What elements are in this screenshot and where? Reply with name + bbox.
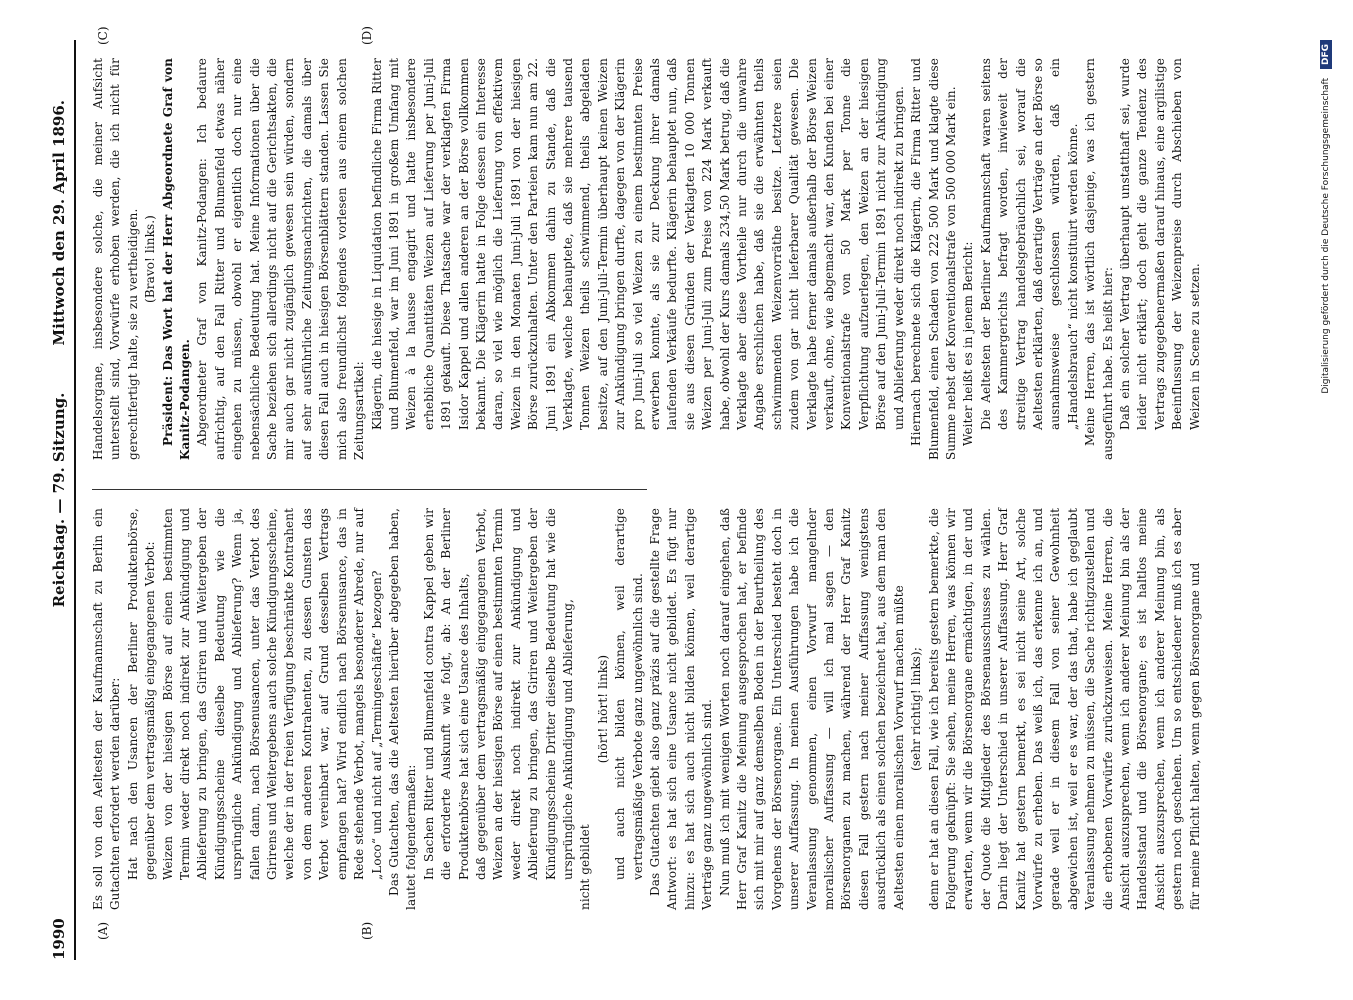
column-divider: [92, 489, 647, 490]
page-number: 1990: [50, 918, 68, 960]
paragraph: Hiernach berechnete sich die Klägerin, die Firma Ritter und Blumenfeld, einen Schaden von 222 500 Mark und klagte diese Summe nebst der Konventionalstrafe von 500 000 Mark ein.: [909, 58, 958, 460]
paragraph: Hat nach den Usancen der Berliner Produktenbörse, gegenüber dem vertragsmäßig eingegangenen Verbot:: [125, 508, 158, 880]
quoted-paragraph: Die Aeltesten der Berliner Kaufmannschaft waren seitens des Kammergerichts befragt worden, inwieweit der streitige Vertrag handelsgebräuchlich sei, worauf die Aeltesten erklärten, daß derartige Verträge an der Börse so ausnahmsweise geschlossen würden, daß ein „Handelsbrauch“ nicht konstituirt werden könne.: [978, 58, 1080, 430]
left-text-column: [90, 508, 1202, 910]
margin-marker-a: (A): [96, 921, 110, 940]
speaker-paragraph: Abgeordneter Graf von Kanitz-Podangen: Ich bedaure aufrichtig, auf den Fall Ritter und Blumenfeld etwas näher eingehen zu müssen, obwohl er eigentlich doch nur eine nebensächliche Bedeutung hat. Meine Informationen über die Sache beziehen sich allerdings nicht auf die Gerichtsakten, die mir auch gar nicht zugänglich gewesen sein würden, sondern auf sehr ausführliche Zeitungsnachrichten, die damals über diesen Fall auch in hiesigen Börsenblättern standen. Lassen Sie mich also freundlichst folgendes vorlesen aus einem solchen Zeitungsartikel:: [195, 58, 367, 460]
paragraph: Das Gutachten, das die Aeltesten hierüber abgegeben haben, lautet folgendermaßen:: [386, 508, 419, 910]
paragraph: Nun muß ich mit wenigen Worten noch darauf eingehen, daß Herr Graf Kanitz die Meinung ausgesprochen hat, er befinde sich mit mir auf ganz demselben Boden in der Beurtheilung des Vorgehens der Börsenorgane. Ein Unterschied besteht doch in unserer Auffassung. In meinen Ausführungen habe ich die Veranlassung genommen, einen Vorwurf mangelnder moralischer Auffassung — will ich mal sagen — den Börsenorganen zu machen, während der Herr Graf Kanitz diesen Fall gestern nach meiner Auffassung wenigstens ausdrücklich als einen solchen bezeichnet hat, aus dem man den Aeltesten einen moralischen Vorwurf machen müßte: [717, 508, 906, 910]
paragraph: Handelsorgane, insbesondere solche, die meiner Aufsicht unterstellt sind, Vorwürfe erhoben werden, die ich nicht für gerechtfertigt halte, sie zu vertheidigen.: [91, 58, 140, 460]
credit-text: Digitalisierung gefördert durch die Deutsche Forschungsgemeinschaft: [1321, 77, 1331, 394]
dfg-logo: DFG: [1320, 40, 1332, 69]
paragraph: Meine Herren, das ist wörtlich dasjenige, was ich gestern ausgeführt habe. Es heißt hier:: [1083, 58, 1115, 460]
right-text-column: [90, 58, 1202, 460]
margin-marker-d: (D): [360, 26, 374, 45]
paragraph: Weiter heißt es in jenem Bericht:: [961, 241, 976, 446]
paragraph: In Sachen Ritter und Blumenfeld contra Kappel geben wir die erforderte Auskunft wie folgt, ab: An der Berliner Produktenbörse hat sich eine Usance des Inhalts,: [421, 508, 471, 880]
paragraph: Es soll von den Aeltesten der Kaufmannschaft zu Berlin ein Gutachten erfordert werden darüber:: [91, 508, 123, 910]
paragraph: daß gegenüber dem vertragsmäßig eingegangenen Verbot, Weizen an der hiesigen Börse auf einen bestimmten Termin weder direkt noch indirekt zur Ankündigung und Ablieferung zu bringen, das Giriren und Weitergeben der Kündigungsscheine Dritter dieselbe Bedeutung hat wie die ursprüngliche Ankündigung und Ablieferung,: [473, 508, 575, 880]
session-date: Mittwoch den 29. April 1896.: [50, 100, 68, 346]
digitization-credit: [1320, 40, 1332, 960]
paragraph: nicht gebildet: [578, 824, 593, 910]
paragraph: denn er hat an diesen Fall, wie ich bereits gestern bemerkte, die Folgerung geknüpft: Sie sehen, meine Herren, was können wir erwarten, wenn wir die Börsenorgane ermächtigen, in der und der Quote die Mitglieder des Börsenausschusses zu wählen. Darin liegt der Unterschied in unserer Auffassung. Herr Graf Kanitz hat gestern bemerkt, es sei nicht seine Art, solche Vorwürfe zu erheben. Das weiß ich, das erkenne ich an, und gerade weil er in diesem Fall von seiner Gewohnheit abgewichen ist, weil er es war, der das that, habe ich geglaubt Veranlassung nehmen zu müssen, die Sache richtigzustellen und die erhobenen Vorwürfe zurückzuweisen. Meine Herren, die Ansicht auszusprechen, wenn ich anderer Meinung bin als der Handelsstand und die Börsenorgane; es ist haltlos meine Ansicht auszusprechen, wenn ich anderer Meinung bin, als gestern noch geschehen. Um so entschiedener muß ich es aber für meine Pflicht halten, wenn gegen Börsenorgane und: [926, 508, 1202, 910]
paragraph: Weizen von der hiesigen Börse auf einen bestimmten Termin weder direkt noch indirekt zur Ankündigung und Ablieferung zu bringen, das Giriren und Weitergeben der Kündigungsscheine dieselbe Bedeutung wie die ursprüngliche Ankündigung und Ablieferung? Wenn ja, fallen dann, nach Börsenusancen, unter das Verbot des Girirens und Weitergebens auch solche Kündigungsscheine, welche der in der freien Verfügung beschränkte Kontrahent von dem anderen Kontrahenten, zu dessen Gunsten das Verbot vereinbart war, auf Grund desselben Vertrags empfangen hat? Wird endlich nach Börsenusance, das in Rede stehende Verbot, mangels besonderer Abrede, nur auf „Loco“ und nicht auf „Termingeschäfte“ bezogen?: [160, 508, 384, 880]
speaker-paragraph: Präsident: Das Wort hat der Herr Abgeordnete Graf von Kanitz-Podangen.: [160, 58, 193, 460]
margin-marker-b: (B): [360, 921, 374, 940]
quoted-paragraph: Klägerin, die hiesige in Liquidation befindliche Firma Ritter und Blumenfeld, war im Juni 1891 in großem Umfang mit Weizen à la hausse engagirt und hatte insbesondere erhebliche Quantitäten Weizen auf Lieferung per Juni-Juli 1891 gekauft. Diese Thatsache war der verklagten Firma Isidor Kappel und allen anderen an der Börse vollkommen bekannt. Die Klägerin hatte in Folge dessen ein Interesse daran, so viel wie möglich die Lieferung von effektivem Weizen in den Monaten Juni-Juli 1891 von der hiesigen Börse zurückzuhalten. Unter den Parteien kam nun am 22. Juni 1891 ein Abkommen dahin zu Stande, daß die Verklagte, welche behauptete, daß sie mehrere tausend Tonnen Weizen theils schwimmend, theils abgeladen besitze, auf den Juni-Juli-Termin überhaupt keinen Weizen zur Ankündigung bringen durfte, dagegen von der Klägerin pro Juni-Juli so viel Weizen zu einem bestimmten Preise erwerben konnte, als sie zur Deckung ihrer damals laufenden Verkäufe bedurfte. Klägerin behauptet nun, daß sie aus diesen Gründen der Verklagten 10 000 Tonnen Weizen per Juni-Juli zum Preise von 224 Mark verkauft habe, obwohl der Kurs damals 234,50 Mark betrug, daß die Verklagte aber diese Vortheile nur durch die unwahre Angabe erschlichen habe, daß sie die erwähnten theils schwimmenden Weizenvorräthe besitze. Letztere seien zudem von gar nicht lieferbarer Qualität gewesen. Die Verklagte habe ferner damals außerhalb der Börse Weizen verkauft, ohne, wie abgemacht war, den Kunden bei einer Konventionalstrafe von 50 Mark per Tonne die Verpflichtung aufzuerlegen, den Weizen an der hiesigen Börse auf den Juni-Juli-Termin 1891 nicht zur Ankündigung und Ablieferung weder direkt noch indirekt zu bringen.: [369, 58, 906, 430]
interjection: (hört! hört! links): [595, 654, 610, 764]
interjection: (sehr richtig! links);: [909, 647, 924, 771]
paragraph: Das Gutachten giebt also ganz präzis auf die gestellte Frage Antwort: es hat sich eine Usance nicht gebildet. Es fügt nur hinzu: es hat sich auch nicht bilden können, weil derartige Verträge ganz ungewöhnlich sind.: [648, 508, 715, 910]
margin-marker-c: (C): [96, 26, 110, 45]
paragraph: und auch nicht bilden können, weil derartige vertragsmäßige Verbote ganz ungewöhnlich sind.: [613, 508, 645, 880]
interjection: (Bravo! links.): [143, 215, 158, 303]
quoted-paragraph: Daß ein solcher Vertrag überhaupt unstatthaft sei, wurde leider nicht erklärt; doch geht die ganze Tendenz des Vertrags zugegebenermaßen darauf hinaus, eine argilistige Beeinflussung der Weizenpreise durch Abschieben von Weizen in Scene zu setzen.: [1117, 58, 1202, 430]
page-header: [44, 40, 76, 960]
session-title: Reichstag. — 79. Sitzung.: [50, 392, 68, 608]
